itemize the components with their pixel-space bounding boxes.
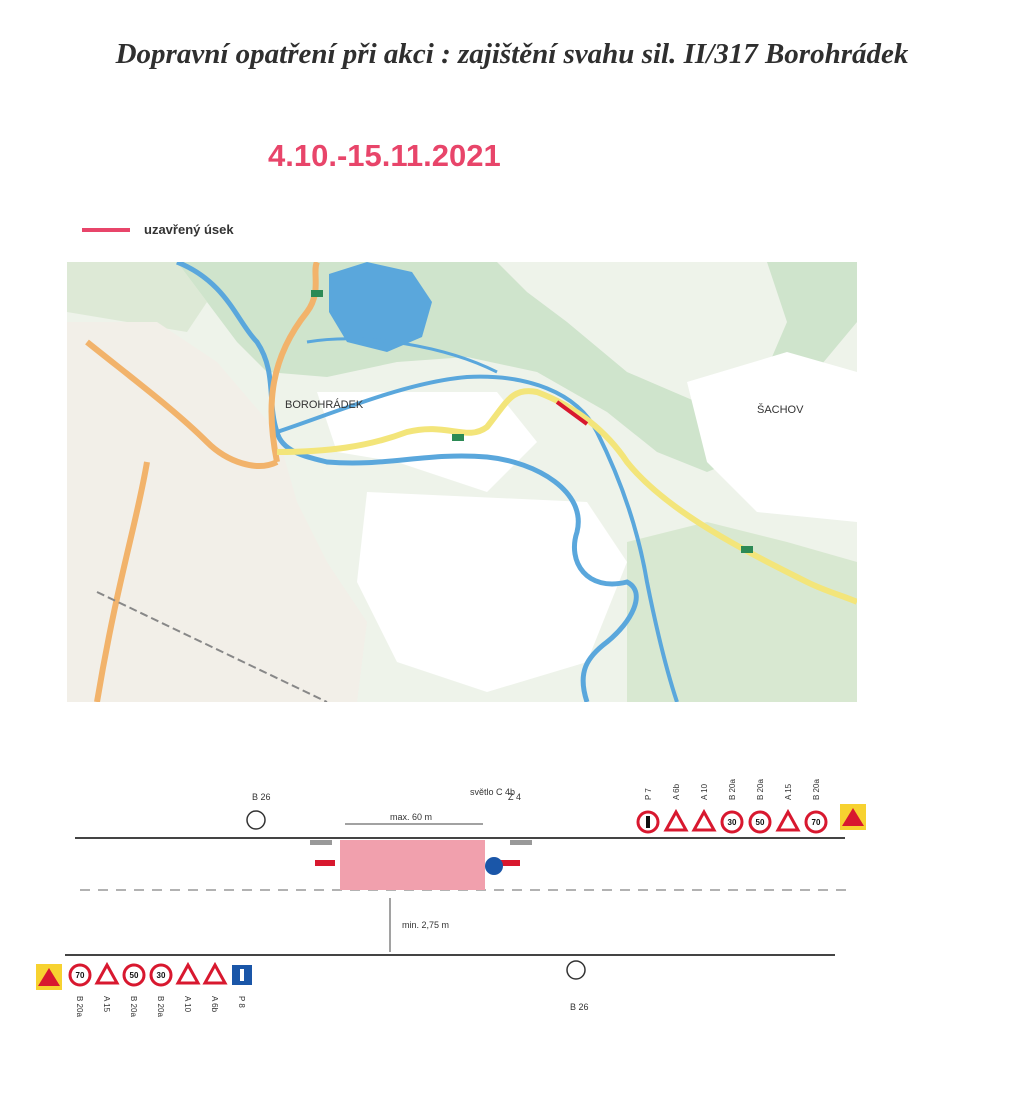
min-width-label: min. 2,75 m <box>402 920 450 930</box>
work-zone <box>340 840 485 890</box>
warning-sign-icon <box>666 812 686 830</box>
speed-limit-value: 30 <box>727 818 737 827</box>
sign-label-b26-bottom: B 26 <box>570 1002 589 1012</box>
bottom-sign-sequence <box>70 965 252 1017</box>
speed-limit-value: 50 <box>129 971 139 980</box>
barrier <box>310 840 332 845</box>
speed-limit-value: 30 <box>156 971 166 980</box>
sign-code-label: B 20a <box>129 996 138 1017</box>
top-sign-sequence <box>638 779 826 832</box>
map <box>67 262 857 702</box>
date-range: 4.10.-15.11.2021 <box>268 138 501 173</box>
sign-label-b26-top: B 26 <box>252 792 271 802</box>
closure-length-label: max. 60 m <box>390 812 433 822</box>
legend <box>82 222 234 237</box>
sign-code-label: B 20a <box>812 779 821 800</box>
page-title: Dopravní opatření při akci : zajištění svahu sil. II/317 Borohrádek <box>115 38 909 70</box>
legend-label: uzavřený úsek <box>144 222 234 237</box>
place-label-town: BOROHRÁDEK <box>285 399 364 411</box>
priority-sign-mark <box>240 969 244 981</box>
sign-b26-icon <box>247 811 265 829</box>
warning-sign-icon <box>778 812 798 830</box>
warning-sign-icon <box>97 965 117 983</box>
sign-code-label: A 15 <box>784 783 793 800</box>
sign-code-label: A 6b <box>210 996 219 1013</box>
barrier <box>510 840 532 845</box>
speed-limit-value: 50 <box>755 818 765 827</box>
barrier <box>500 860 520 866</box>
legend-closure-line <box>82 228 130 232</box>
barrier <box>315 860 335 866</box>
warning-sign-icon <box>694 812 714 830</box>
sign-code-label: B 20a <box>156 996 165 1017</box>
give-way-oncoming-mark <box>646 816 650 828</box>
road-shield <box>311 290 323 297</box>
sign-code-label: P 7 <box>644 788 653 800</box>
warning-sign-icon <box>178 965 198 983</box>
sign-code-label: P 8 <box>237 996 246 1008</box>
sign-code-label: A 10 <box>183 996 192 1013</box>
sign-code-label: B 20a <box>75 996 84 1017</box>
sign-b26-icon <box>567 961 585 979</box>
road-shield <box>741 546 753 553</box>
sign-code-label: A 15 <box>102 996 111 1013</box>
sign-code-label: A 10 <box>700 783 709 800</box>
sign-label-c4b: světlo C 4b <box>470 787 516 797</box>
sign-label-z4: Z 4 <box>508 792 522 802</box>
road-shield <box>452 434 464 441</box>
speed-limit-value: 70 <box>811 818 821 827</box>
sign-code-label: B 20a <box>728 779 737 800</box>
sign-c4b-icon <box>485 857 503 875</box>
place-label-village: ŠACHOV <box>757 404 804 416</box>
warning-sign-icon <box>205 965 225 983</box>
sign-code-label: A 6b <box>672 783 681 800</box>
sign-code-label: B 20a <box>756 779 765 800</box>
speed-limit-value: 70 <box>75 971 85 980</box>
traffic-scheme <box>0 770 1024 1030</box>
